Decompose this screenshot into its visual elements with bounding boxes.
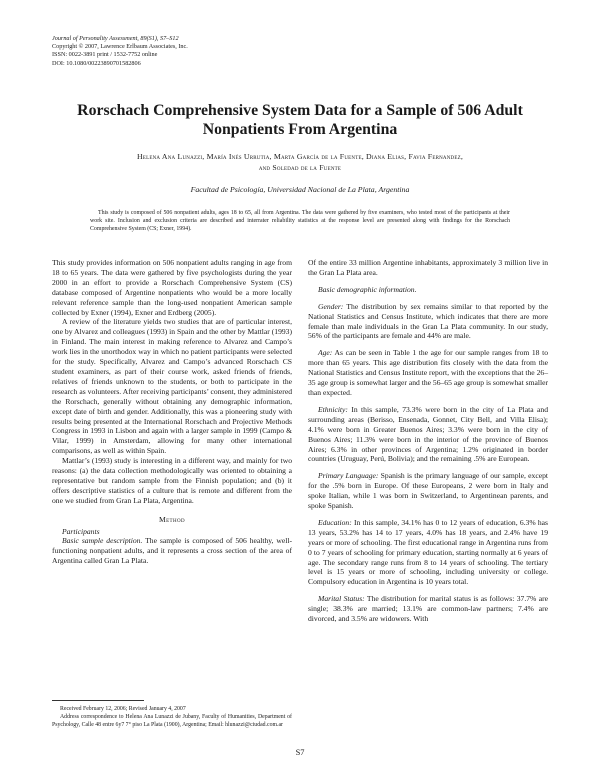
continuation-paragraph: Of the entire 33 million Argentine inhabitants, approximately 3 million live in the Gran La Plata area. [308,258,548,277]
journal-citation: Journal of Personality Assessment, 89(S1), S7–S12 [52,35,179,42]
education-heading: Education: [318,517,352,527]
education-text: In this sample, 34.1% has 0 to 12 years of education, 6.3% has 13 years, 53.2% has 14 to 17 years, 4.0% has 18 years, and 2.4% have 19 years or more of schooling. The first educational range in Argentina runs from 0 to 7 years of schooling for primary education, starting normally at 6 years of age. The secondary range runs from 8 to 14 years of schooling. The tertiary level is 15 years or more of schooling, including university or college. Compulsory education in Argentina is 10 years total. [308,517,548,587]
ethnicity-paragraph [308,405,548,464]
journal-copyright: Copyright © 2007, Lawrence Erlbaum Associates, Inc. [52,43,188,51]
footnote [52,706,292,730]
author-affiliation: Facultad de Psicología, Universidad Nacional de La Plata, Argentina [190,185,410,194]
education-paragraph [308,518,548,587]
gender-paragraph [308,302,548,342]
basic-sample-heading: Basic sample description. [62,536,143,546]
method-heading: Method [158,514,186,524]
language-text: Spanish is the primary language of our sample, except for the .5% born in Europe. Of these Europeans, 2 were born in Italy and spoke Italian, while 1 was born in Switzerland, to Argentinean parents, and spoke Spanish. [308,471,548,511]
intro-paragraph-2: A review of the literature yields two studies that are of particular interest, one by Alvarez and colleagues (1993) in Spain and the other by Mattlar (1993) in Finland. The main interest in making reference to Alvarez and Campo’s work lies in the unorthodox way in which no patient participants were selected for the study. Specifically, Alvarez and Campo’s advanced Rorschach CS student examiners, as part of their course work, asked friends of friends, relatives of friends unknown to the students, or both to participate in the research as volunteers. After receiving participants’ consent, they administered the Rorschach, generally without obtaining any demographic information, except date of birth and gender. Additionally, this was a pioneering study with results being presented at the International Rorschach and Projective Methods Congress in 1993 in Lisbon and again with a larger sample in 1999 (Campo & Vilar, 1999) in Amsterdam, allowing for many other international comparisons, as well as within Spain. [52,317,292,456]
participants-heading: Participants [62,526,100,536]
basic-sample-paragraph [52,536,292,566]
age-text: As can be seen in Table 1 the age for our sample ranges from 18 to more than 65 years. This age distribution fits closely with the data from the National Statistics and Census Institute report, with the exceptions that the 26–35 age group is somewhat larger and the 56–65 age group is somewhat smaller than expected. [308,348,548,397]
author-line-1: Helena Ana Lunazzi, María Inés Urrutia, Marta García de la Fuente, Diana Elias, Favia Fernandez, [136,152,464,161]
footnote-divider [52,700,144,701]
demographic-heading: Basic demographic information. [318,284,417,294]
language-paragraph [308,471,548,511]
marital-paragraph [308,594,548,624]
age-heading: Age: [318,348,333,358]
article-title: Rorschach Comprehensive System Data for a Sample of 506 Adult Nonpatients From Argentina [77,102,523,138]
language-heading: Primary Language: [318,471,379,481]
journal-metadata [52,35,188,68]
journal-issn: ISSN: 0022-3891 print / 1532-7752 online [52,51,158,59]
gender-text: The distribution by sex remains similar to that reported by the National Statistics and Census Institute, which indicates that there are more female than male individuals in the Gran La Plata community. In our study, 56% of the participants are female and 44% are male. [308,301,548,341]
author-line-2: and Soledad de la Fuente [258,163,342,172]
abstract: This study is composed of 506 nonpatient adults, ages 18 to 65, all from Argentina. The data were gathered by five examiners, who tested most of the participants at their work site. Inclusion and exclusion criteria are described and interrater reliability statistics at the response level are presented along with findings for the Rorschach Comprehensive System (CS; Exner, 1994). [90,210,510,233]
ethnicity-text: In this sample, 73.3% were born in the city of La Plata and surrounding areas (Berisso, Ensenada, Gonnet, City Bell, and Villa Elisa); 4.1% were born in Greater Buenos Aires; 3.3% were born in the city of Buenos Aires; 11.3% were born in the interior of the province of Buenos Aires; 6.3% in other provinces of Argentina; 1.2% originated in border countries (Uruguay, Perú, Bolivia); and the remaining .5% are European. [308,404,548,464]
basic-sample-text: The sample is composed of 506 healthy, well-functioning nonpatient adults, and it represents a cross section of the area of Argentina called Gran La Plata. [52,536,293,566]
ethnicity-heading: Ethnicity: [318,404,348,414]
author-list [60,151,540,173]
footnote-received: Received February 12, 2006; Revised January 4, 2007 [60,706,186,712]
left-column [52,258,292,566]
footnote-address: Address correspondence to Helena Ana Lunazzi de Jubany, Faculty of Humanities, Department of Psychology, Calle 48 entre 6y7 7° piso La Plata (1900), Argentina; Email: hlunazzi@ciudad.com.ar [52,713,292,728]
journal-doi[interactable]: DOI: 10.1080/00223890701582806 [52,59,141,67]
intro-paragraph-3: Mattlar’s (1993) study is interesting in a different way, and mainly for two reasons: (a) the data collection methodologically was oriented to obtaining a representative but random sample from the Finnish population; and (b) it offers descriptive statistics of a culture that is remote and different from the one we studied from Gran La Plata, Argentina. [52,456,292,505]
gender-heading: Gender: [318,301,344,311]
intro-paragraph-1: This study provides information on 506 nonpatient adults ranging in age from 18 to 65 years. The data were gathered by five psychologists during the year 2000 in an effort to provide a Rorschach Comprehensive System (CS) database composed of Argentine nonpatients who would be a more locally relevant reference sample than the long-used nonpatient American sample collected by Exner (1994), Exner and Erdberg (2005). [52,258,292,317]
age-paragraph [308,348,548,398]
right-column [308,258,548,624]
marital-text: The distribution for marital status is as follows: 37.7% are single; 38.3% are married; 13.1% are common-law partners; 7.4% are divorced, and 3.5% are widowers. With [308,594,548,624]
page-number: S7 [295,748,305,757]
marital-heading: Marital Status: [318,594,365,604]
